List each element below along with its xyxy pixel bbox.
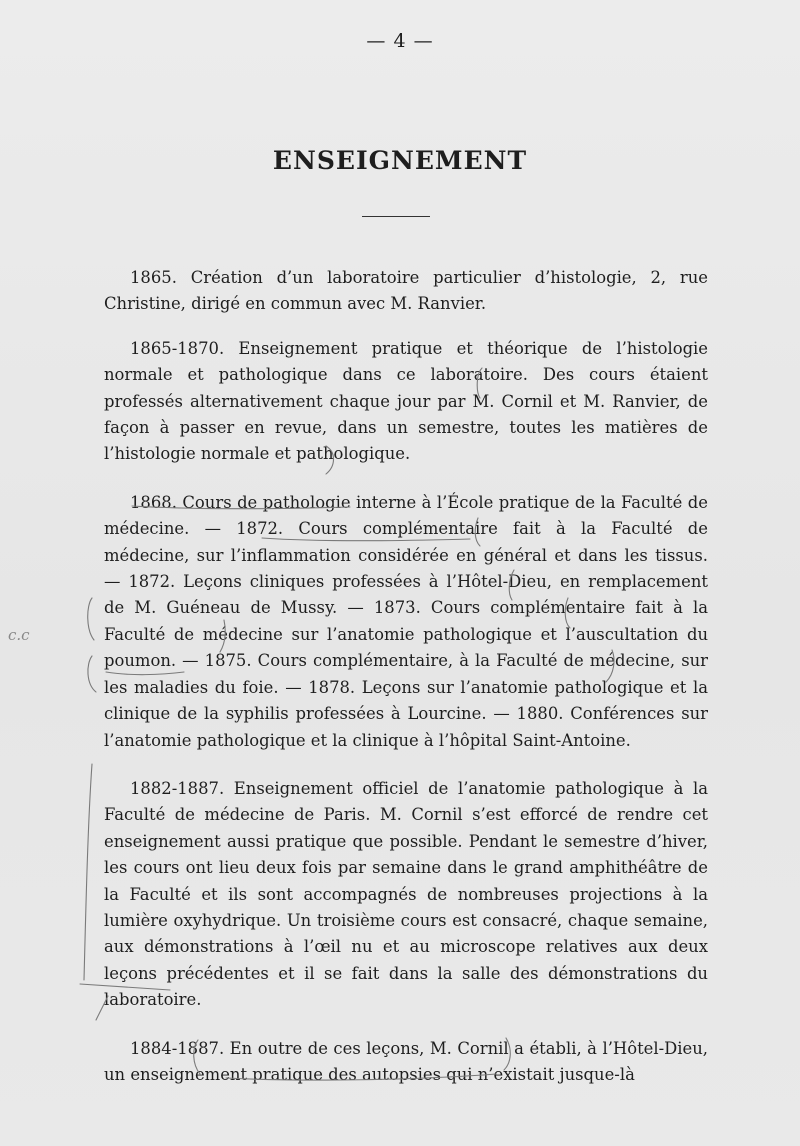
page-number: — 4 — <box>366 30 434 52</box>
section-title: ENSEIGNEMENT <box>272 146 528 175</box>
text-body <box>104 265 708 1106</box>
paragraph-1865-1870: 1865-1870. Enseignement pratique et théorique de l’histologie normale et pathologique dans ce laboratoire. Des cours étaient professés alternativement chaque jour par M. Cornil et M. Ranvier, de façon à passer en revue, dans un semestre, toutes les matières de l’histologie normale et pathologique. <box>104 338 708 464</box>
margin-note: c.c <box>8 626 30 644</box>
paragraph-1868: 1868. Cours de pathologie interne à l’École pratique de la Faculté de médecine. — 1872. Cours complémentaire fait à la Faculté de médecine, sur l’inflammation considérée en général et dans les tissus. — 1872. Leçons cliniques professées à l’Hôtel-Dieu, en remplacement de M. Guéneau de Mussy. — 1873. Cours complémentaire fait à la Faculté de médecine sur l’anatomie pathologique et l’auscultation du poumon. — 1875. Cours complémentaire, à la Faculté de médecine, sur les maladies du foie. — 1878. Leçons sur l’anatomie pathologique et la clinique de la syphilis professées à Lourcine. — 1880. Conférences sur l’anatomie pathologique et la clinique à l’hôpital Saint-Antoine. <box>104 492 708 750</box>
title-rule <box>362 216 430 217</box>
paragraph-1882-1887: 1882-1887. Enseignement officiel de l’anatomie pathologique à la Faculté de médecine de Paris. M. Cornil s’est efforcé de rendre cet enseignement aussi pratique que possible. Pendant le semestre d’hiver, les cours ont lieu deux fois par semaine dans le grand amphithéâtre de la Faculté et ils sont accompagnés de nombreuses projections à la lumière oxyhydrique. Un troisième cours est consacré, chaque semaine, aux démonstrations à l’œil nu et au microscope relatives aux deux leçons précédentes et il se fait dans la salle des démonstrations du laboratoire. <box>104 778 708 1010</box>
paragraph-1884-1887: 1884-1887. En outre de ces leçons, M. Cornil a établi, à l’Hôtel-Dieu, un enseignement pratique des autopsies qui n’existait jusque-là <box>104 1038 708 1084</box>
paragraph-1865: 1865. Création d’un laboratoire particulier d’histologie, 2, rue Christine, dirigé en commun avec M. Ranvier. <box>104 268 708 314</box>
